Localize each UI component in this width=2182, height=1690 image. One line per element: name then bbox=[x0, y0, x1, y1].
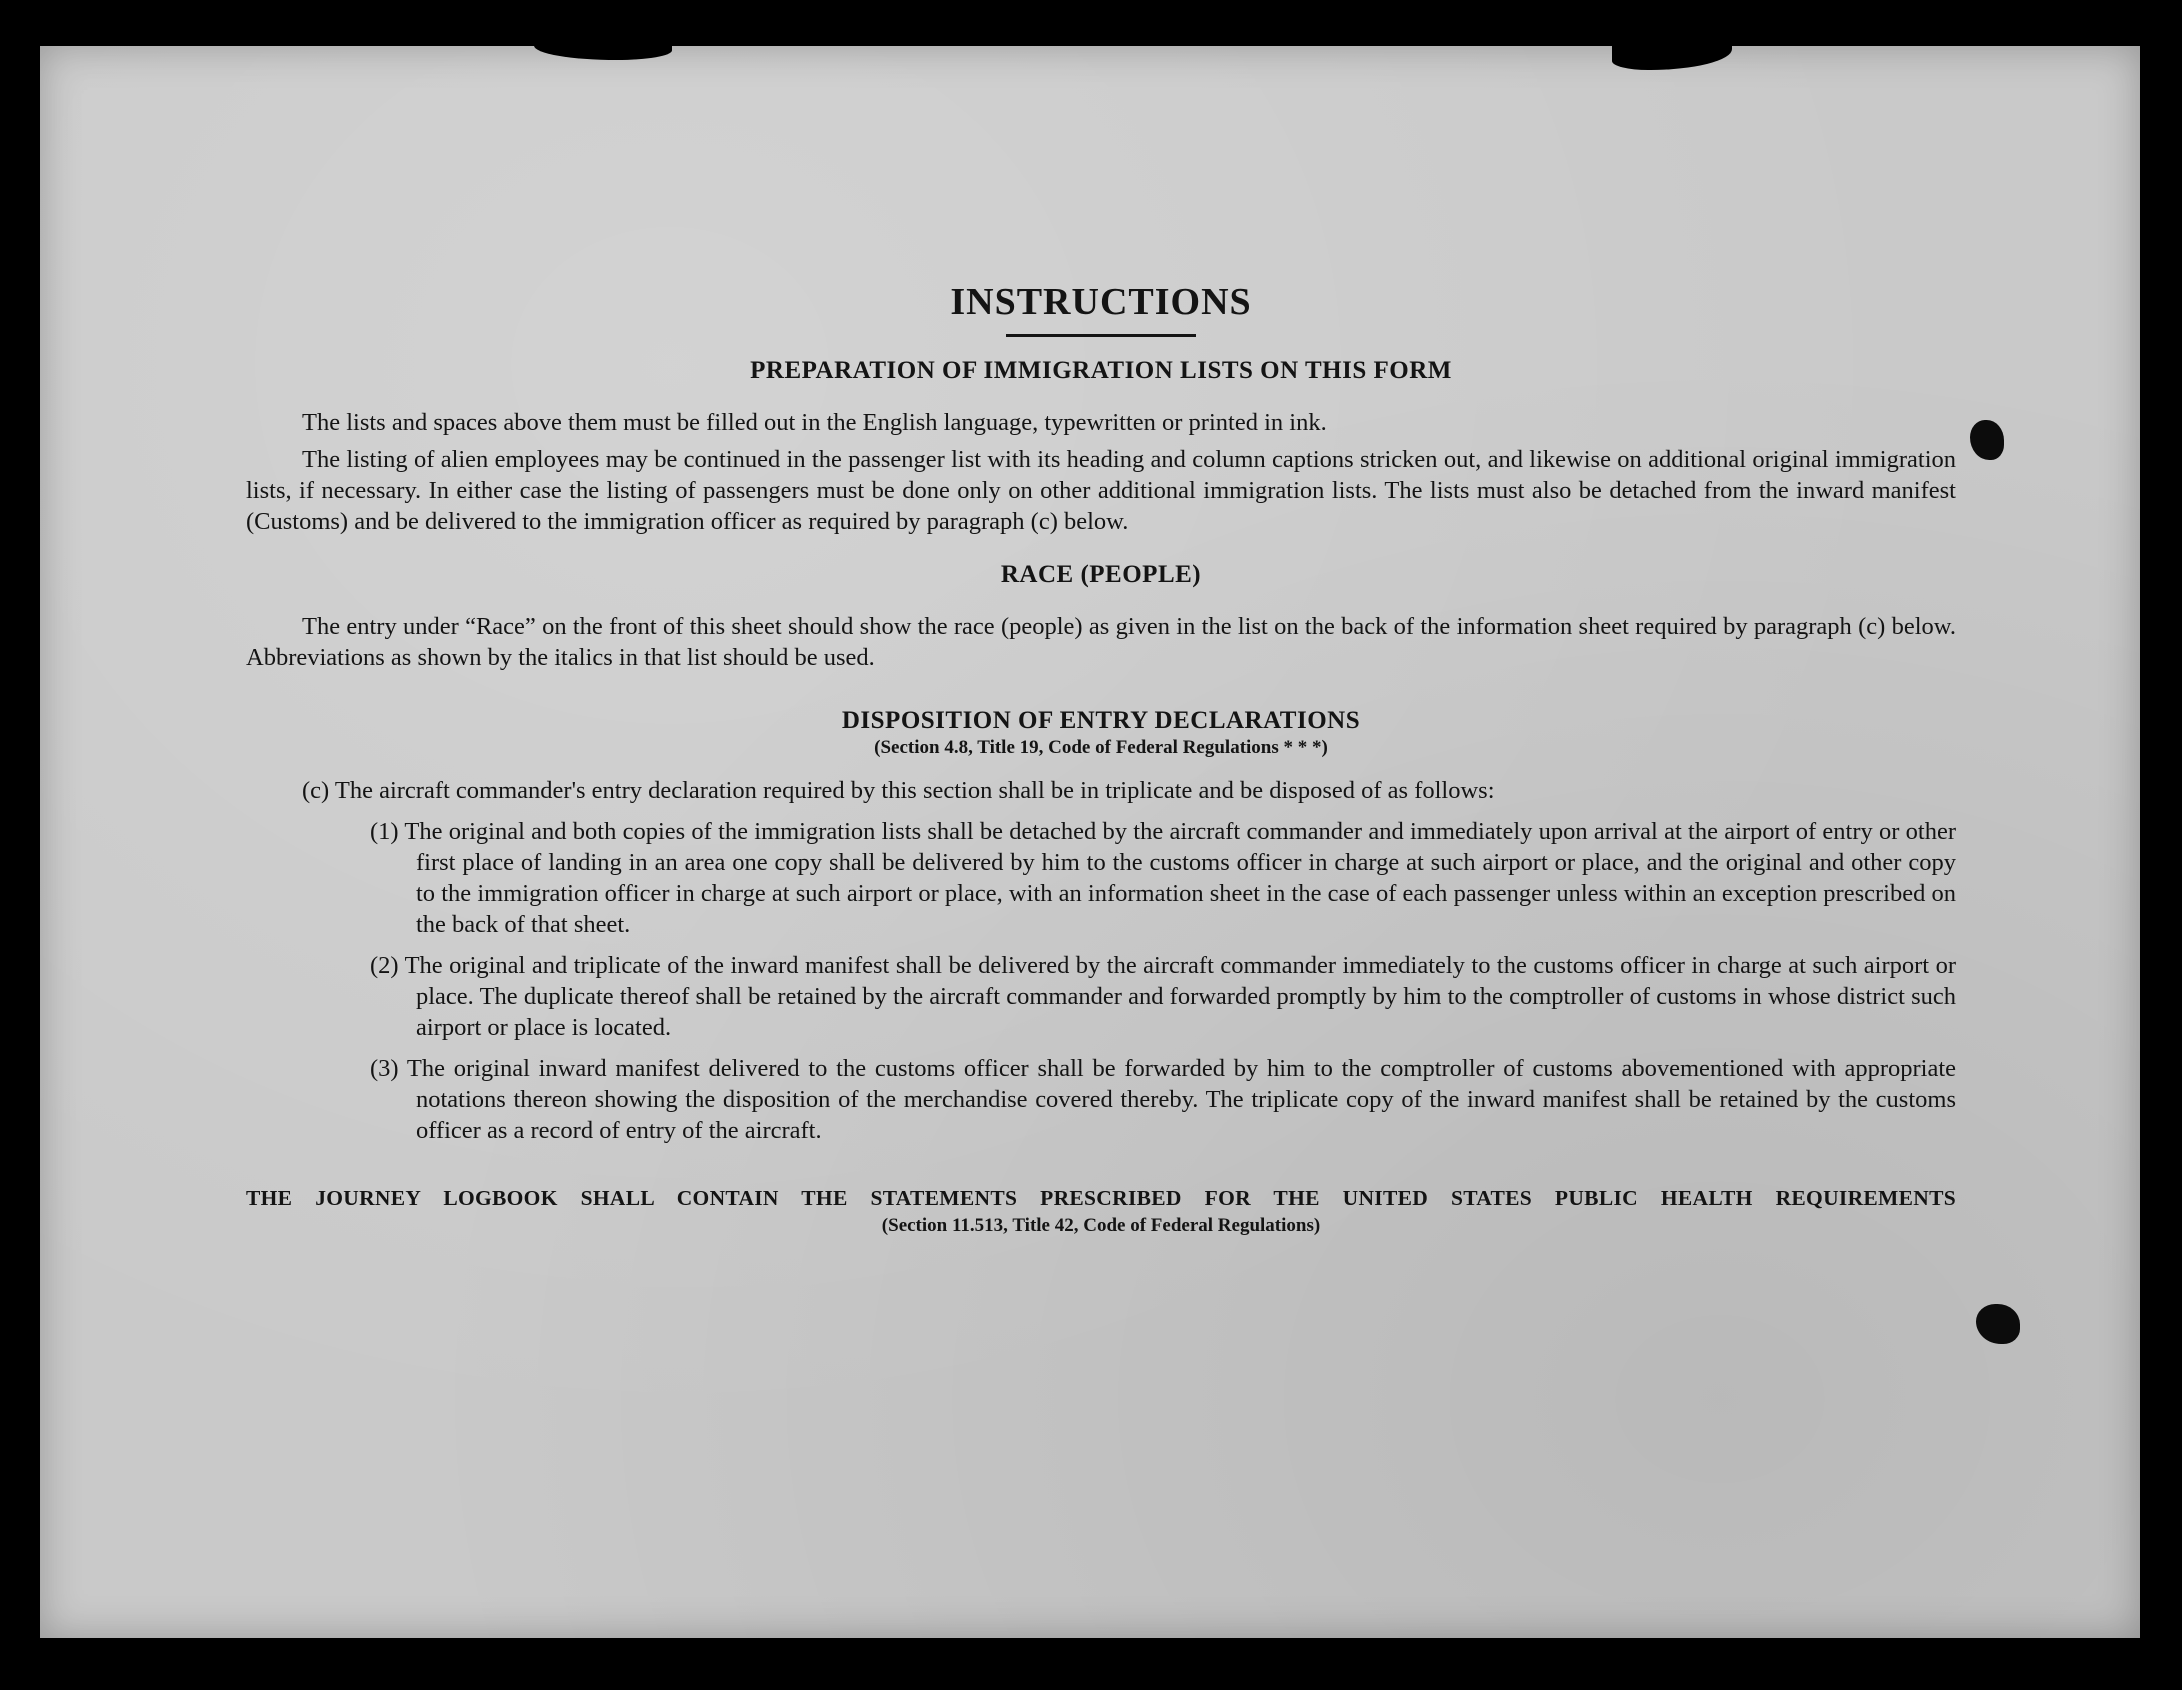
disposition-item-2: (2) The original and triplicate of the inward manifest shall be delivered by the aircraft commander immediately to the customs officer in charge at such airport or place. The duplicate thereof shall be retained by the aircraft commander and forwarded promptly by him to the comptroller of customs in whose district such airport or place is located. bbox=[370, 952, 1956, 1041]
ink-blot-right-lower bbox=[1976, 1304, 2020, 1344]
page-title: INSTRUCTIONS bbox=[950, 281, 1252, 323]
section-heading-disposition: DISPOSITION OF ENTRY DECLARATIONS bbox=[841, 707, 1361, 734]
disposition-item-1: (1) The original and both copies of the immigration lists shall be detached by the aircraft commander and immediately upon arrival at the airport of entry or other first place of landing in an area one copy shall be delivered by him to the customs officer in charge at such airport or place, and the original and other copy to the immigration officer in charge at such airport or place, with an information sheet in the case of each passenger unless within an exception prescribed on the back of that sheet. bbox=[370, 818, 1956, 938]
page-number-showthrough bbox=[210, 142, 222, 195]
footer-regulation-citation: (Section 11.513, Title 42, Code of Federal Regulations) bbox=[881, 1215, 1321, 1236]
preparation-paragraph-1: The lists and spaces above them must be filled out in the English language, typewritten or printed in ink. bbox=[302, 409, 1327, 436]
disposition-item-3: (3) The original inward manifest delivered to the customs officer shall be forwarded by him to the comptroller of customs abovementioned with appropriate notations thereon showing the disposition of the merchandise covered thereby. The triplicate copy of the inward manifest shall be retained by the customs officer as a record of entry of the aircraft. bbox=[370, 1055, 1956, 1144]
disposition-intro: (c) The aircraft commander's entry declaration required by this section shall be in triplicate and be disposed of as follows: bbox=[302, 777, 1495, 804]
ink-blot-right-upper bbox=[1970, 420, 2004, 460]
disposition-subheading: (Section 4.8, Title 19, Code of Federal Regulations * * *) bbox=[874, 737, 1328, 758]
section-heading-preparation: PREPARATION OF IMMIGRATION LISTS ON THIS FORM bbox=[750, 357, 1452, 384]
torn-edge-top-left bbox=[534, 36, 672, 60]
title-underline bbox=[1006, 334, 1196, 337]
footer-health-requirements: THE JOURNEY LOGBOOK SHALL CONTAIN THE STATEMENTS PRESCRIBED FOR THE UNITED STATES PUBLIC HEALTH REQUIREMENTS bbox=[246, 1186, 1956, 1210]
section-heading-race: RACE (PEOPLE) bbox=[1000, 561, 1202, 588]
torn-edge-top-right bbox=[1612, 40, 1732, 70]
preparation-paragraph-2: The listing of alien employees may be continued in the passenger list with its heading and column captions stricken out, and likewise on additional original immigration lists, if necessary. In either case the listing of passengers must be done only on other additional immigration lists. The lists must also be detached from the inward manifest (Customs) and be delivered to the immigration officer as required by paragraph (c) below. bbox=[246, 446, 1956, 535]
instructions-content bbox=[246, 280, 1956, 1237]
race-paragraph: The entry under “Race” on the front of this sheet should show the race (people) as given in the list on the back of the information sheet required by paragraph (c) below. Abbreviations as shown by the italics in that list should be used. bbox=[246, 613, 1956, 671]
show-through-text bbox=[480, 108, 488, 145]
